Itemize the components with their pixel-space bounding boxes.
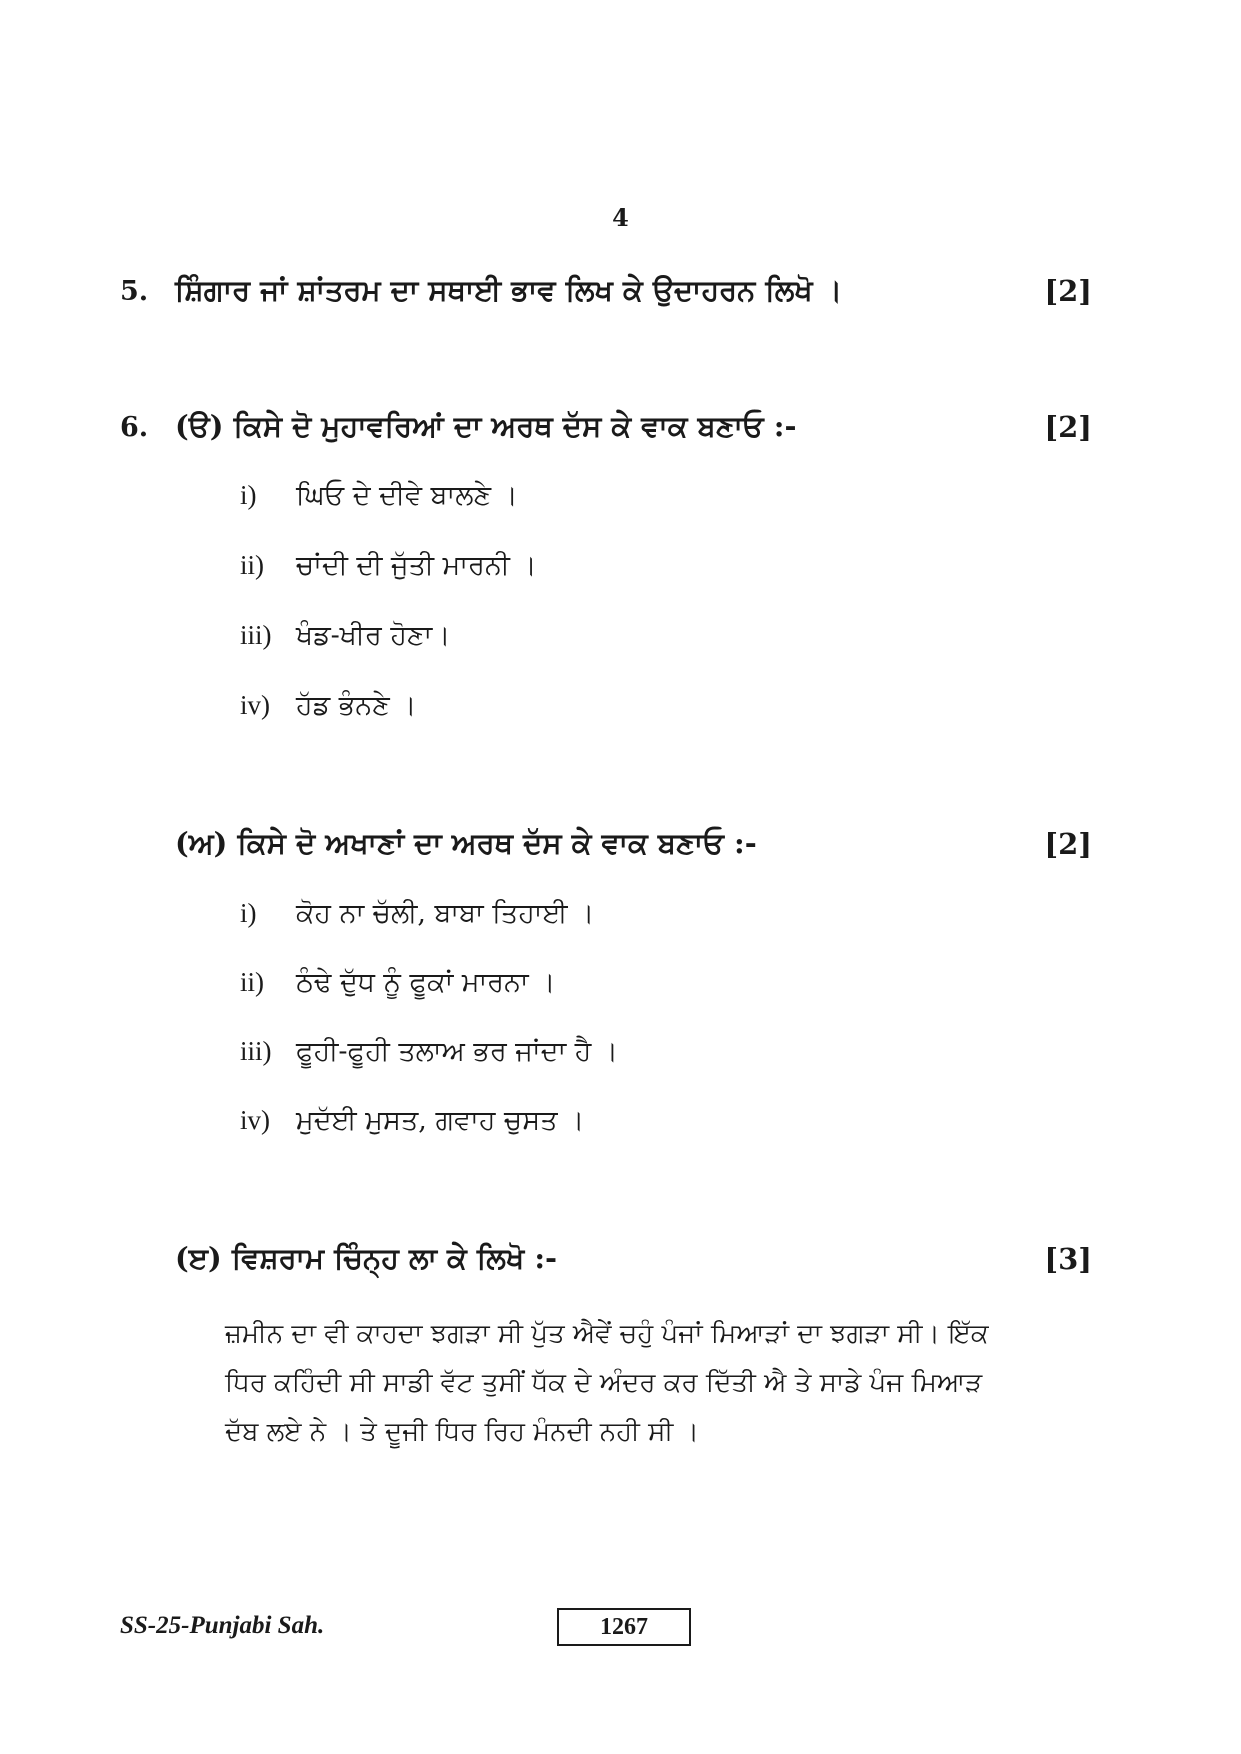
item-text: ਕੋਹ ਨਾ ਚੱਲੀ, ਬਾਬਾ ਤਿਹਾਈ । (296, 898, 595, 929)
question-text: ਸ਼ਿੰਗਾਰ ਜਾਂ ਸ਼ਾਂਤਰਮ ਦਾ ਸਥਾਈ ਭਾਵ ਲਿਖ ਕੇ ਉਦਾਹਰਨ ਲਿਖੋ । (175, 273, 843, 307)
list-item (240, 1105, 584, 1137)
passage-line: ਧਿਰ ਕਹਿੰਦੀ ਸੀ ਸਾਡੀ ਵੱਟ ਤੁਸੀਂ ਧੱਕ ਦੇ ਅੰਦਰ ਕਰ ਦਿੱਤੀ ਐ ਤੇ ਸਾਡੇ ਪੰਜ ਮਿਆੜ (225, 1368, 983, 1398)
list-item (240, 690, 417, 722)
passage-line: ਜ਼ਮੀਨ ਦਾ ਵੀ ਕਾਹਦਾ ਝਗੜਾ ਸੀ ਪੁੱਤ ਐਵੇਂ ਚਹੁੰ ਪੰਜਾਂ ਮਿਆੜਾਂ ਦਾ ਝਗੜਾ ਸੀ। ਇੱਕ (225, 1319, 989, 1349)
item-numeral: iv) (240, 690, 270, 720)
list-item (240, 967, 555, 999)
part-label: (ਅ) (175, 826, 228, 860)
question-number: 6. (120, 412, 149, 443)
item-text: ਹੱਡ ਭੰਨਣੇ । (296, 690, 417, 721)
part-text: ਕਿਸੇ ਦੋ ਅਖਾਣਾਂ ਦਾ ਅਰਥ ਦੱਸ ਕੇ ਵਾਕ ਬਣਾਓ :- (237, 826, 757, 860)
marks: [2] (1044, 274, 1092, 308)
part-text: ਕਿਸੇ ਦੋ ਮੁਹਾਵਰਿਆਂ ਦਾ ਅਰਥ ਦੱਸ ਕੇ ਵਾਕ ਬਣਾਓ :- (233, 409, 797, 443)
marks: [2] (1044, 410, 1092, 444)
passage-paragraph (225, 1310, 1095, 1457)
question-number: 5. (120, 276, 149, 307)
list-item (240, 1036, 618, 1068)
item-text: ਖੰਡ-ਖੀਰ ਹੋਣਾ। (296, 620, 451, 651)
marks: [2] (1044, 827, 1092, 861)
item-numeral: iii) (240, 620, 272, 650)
list-item (240, 620, 450, 652)
part-label: (ੳ) (175, 409, 224, 443)
item-numeral: ii) (240, 967, 264, 997)
paper-number-box: 1267 (557, 1608, 691, 1646)
paper-code: SS-25-Punjabi Sah. (120, 1612, 325, 1639)
item-text: ਘਿਓ ਦੇ ਦੀਵੇ ਬਾਲਣੇ । (296, 480, 518, 511)
part-text: ਵਿਸ਼ਰਾਮ ਚਿੰਨ੍ਹ ਲਾ ਕੇ ਲਿਖੋ :- (231, 1241, 558, 1275)
page-number: 4 (612, 203, 629, 232)
item-text: ਠੰਢੇ ਦੁੱਧ ਨੂੰ ਫੂਕਾਂ ਮਾਰਨਾ । (296, 967, 556, 998)
list-item (240, 550, 537, 582)
list-item (240, 480, 518, 512)
item-numeral: ii) (240, 550, 264, 580)
part-label: (ੲ) (175, 1241, 222, 1275)
item-text: ਮੁਦੱਈ ਮੁਸਤ, ਗਵਾਹ ਚੁਸਤ । (296, 1105, 585, 1136)
item-text: ਫੂਹੀ-ਫੂਹੀ ਤਲਾਅ ਭਰ ਜਾਂਦਾ ਹੈ । (296, 1036, 619, 1067)
item-numeral: iii) (240, 1036, 272, 1066)
item-numeral: i) (240, 480, 257, 510)
item-numeral: i) (240, 898, 257, 928)
item-text: ਚਾਂਦੀ ਦੀ ਜੁੱਤੀ ਮਾਰਨੀ । (296, 550, 537, 581)
marks: [3] (1044, 1242, 1092, 1276)
passage-line: ਦੱਬ ਲਏ ਨੇ । ਤੇ ਦੂਜੀ ਧਿਰ ਰਿਹ ਮੰਨਦੀ ਨਹੀ ਸੀ । (225, 1417, 700, 1447)
list-item (240, 898, 594, 930)
item-numeral: iv) (240, 1105, 270, 1135)
